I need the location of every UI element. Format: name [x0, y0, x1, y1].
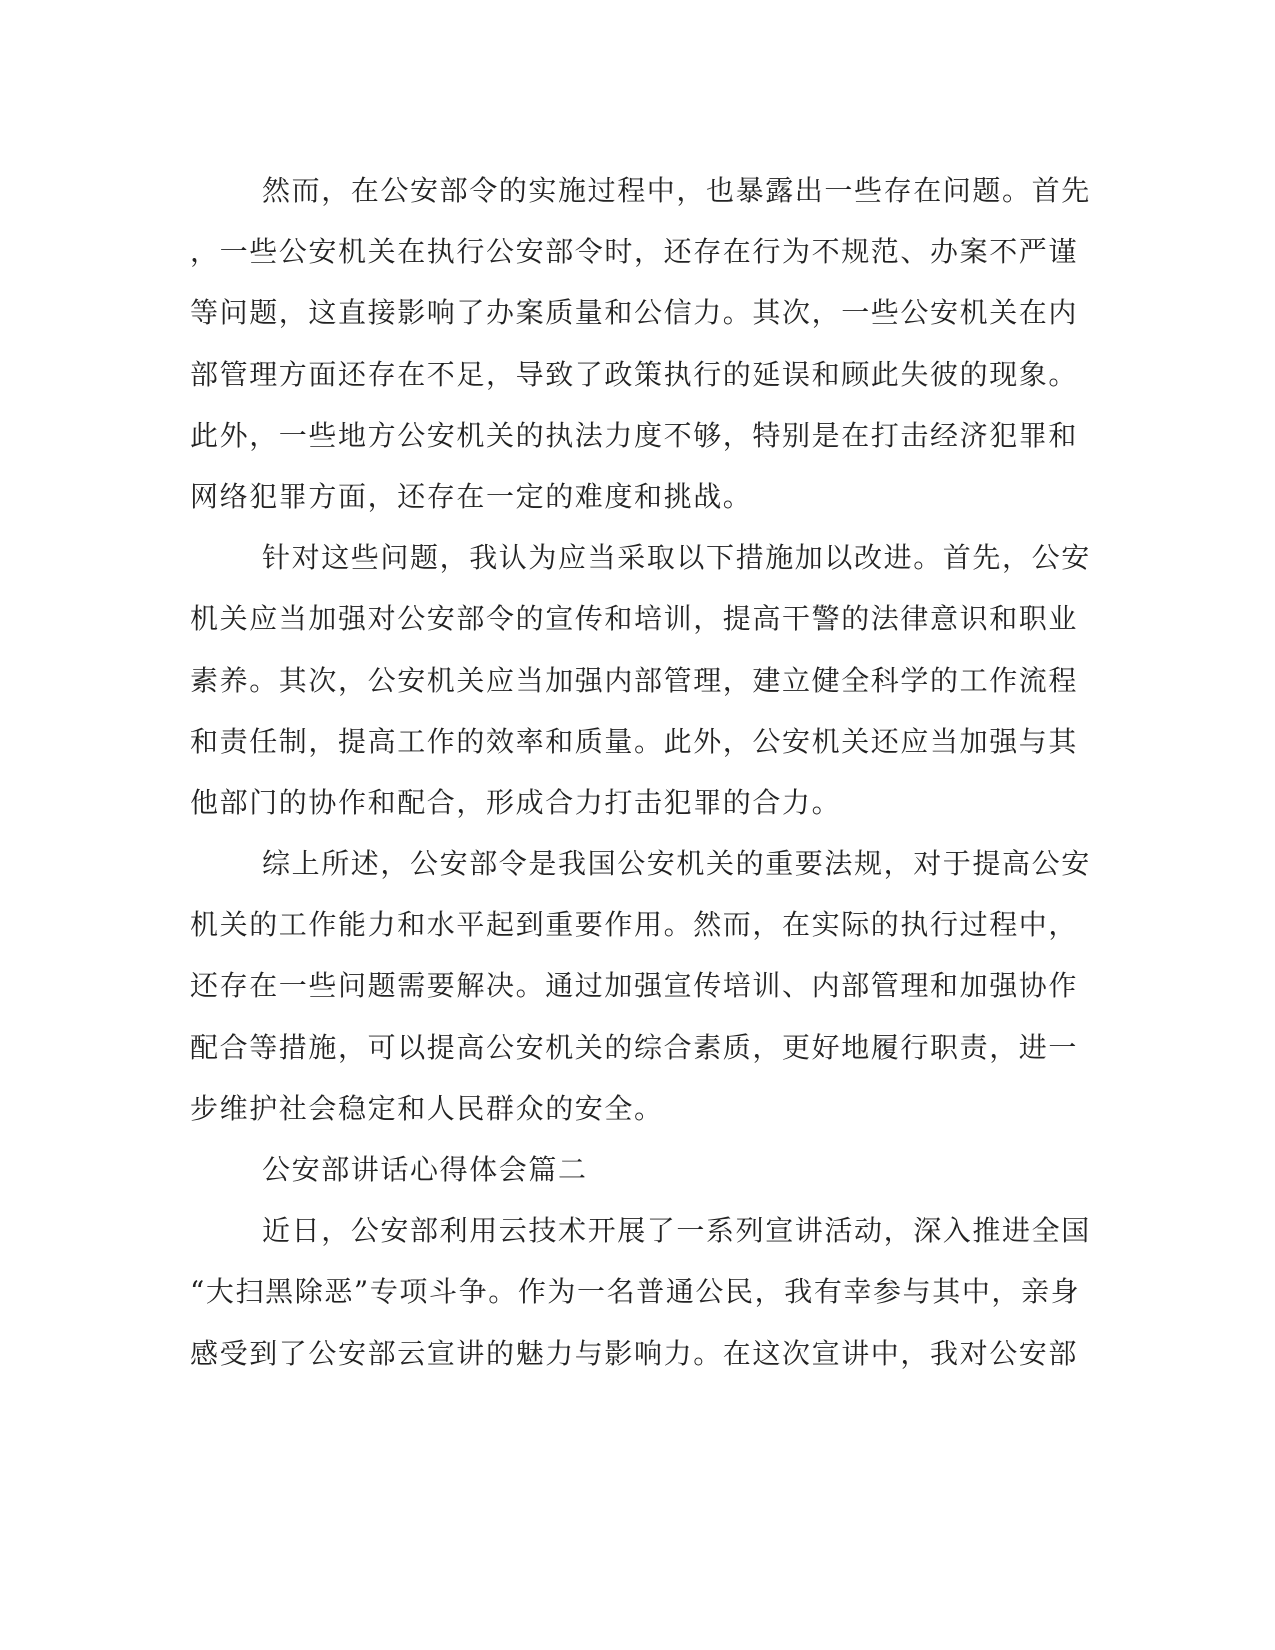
paragraph-3-line-5: 步维护社会稳定和人民群众的安全。: [190, 1091, 664, 1125]
paragraph-3-line-4: 配合等措施，可以提高公安机关的综合素质，更好地履行职责，进一: [190, 1030, 1079, 1064]
paragraph-1-line-2: ，一些公安机关在执行公安部令时，还存在行为不规范、办案不严谨: [190, 235, 1079, 269]
paragraph-1-line-6: 网络犯罪方面，还存在一定的难度和挑战。: [190, 479, 753, 513]
paragraph-2-line-1: 针对这些问题，我认为应当采取以下措施加以改进。首先，公安: [262, 541, 1091, 575]
paragraph-3-line-3: 还存在一些问题需要解决。通过加强宣传培训、内部管理和加强协作: [190, 969, 1079, 1003]
paragraph-1-line-3: 等问题，这直接影响了办案质量和公信力。其次，一些公安机关在内: [190, 296, 1079, 330]
paragraph-4-line-1: 近日，公安部利用云技术开展了一系列宣讲活动，深入推进全国: [262, 1214, 1091, 1248]
paragraph-2-line-2: 机关应当加强对公安部令的宣传和培训，提高干警的法律意识和职业: [190, 602, 1079, 636]
paragraph-2-line-3: 素养。其次，公安机关应当加强内部管理，建立健全科学的工作流程: [190, 663, 1079, 697]
paragraph-2-line-4: 和责任制，提高工作的效率和质量。此外，公安机关还应当加强与其: [190, 724, 1079, 758]
paragraph-1-line-1: 然而，在公安部令的实施过程中，也暴露出一些存在问题。首先: [262, 174, 1091, 207]
paragraph-2-line-5: 他部门的协作和配合，形成合力打击犯罪的合力。: [190, 785, 842, 819]
paragraph-3-line-1: 综上所述，公安部令是我国公安机关的重要法规，对于提高公安: [262, 847, 1091, 881]
paragraph-1-line-5: 此外，一些地方公安机关的执法力度不够，特别是在打击经济犯罪和: [190, 418, 1079, 452]
paragraph-4-line-2: “大扫黑除恶”专项斗争。作为一名普通公民，我有幸参与其中，亲身: [190, 1275, 1081, 1309]
paragraph-1-line-4: 部管理方面还存在不足，导致了政策执行的延误和顾此失彼的现象。: [190, 357, 1079, 391]
paragraph-4-line-3: 感受到了公安部云宣讲的魅力与影响力。在这次宣讲中，我对公安部: [190, 1336, 1079, 1370]
paragraph-3-line-2: 机关的工作能力和水平起到重要作用。然而，在实际的执行过程中，: [190, 908, 1079, 942]
document-body: [190, 160, 1091, 1384]
section-heading: 公安部讲话心得体会篇二: [262, 1153, 588, 1186]
